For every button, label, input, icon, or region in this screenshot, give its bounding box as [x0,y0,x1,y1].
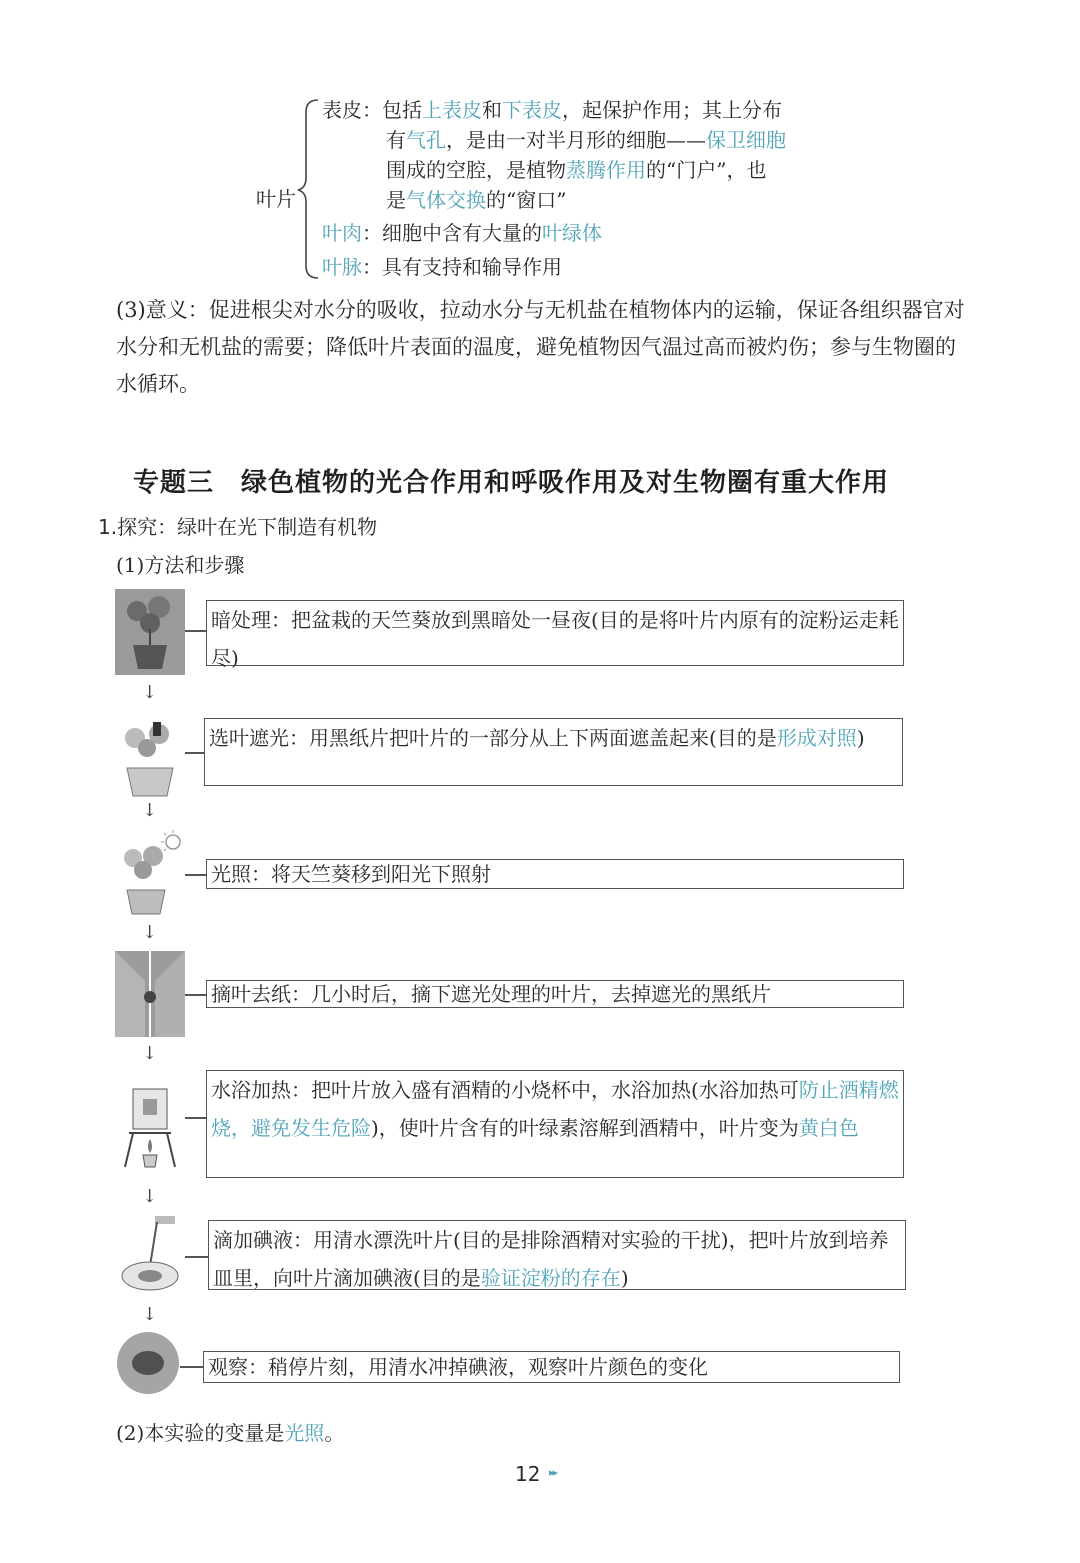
leaf-label: 叶片 [256,187,296,211]
variable-line: (2)本实验的变量是光照。 [116,1421,345,1445]
significance-paragraph: (3)意义：促进根尖对水分的吸收，拉动水分与无机盐在植物体内的运输，保证各组织器官对水分和无机盐的需要；降低叶片表面的温度，避免植物因气温过高而被灼伤；参与生物圈的水循环。 [116,298,965,396]
arrow-down-icon: ↓ [142,800,158,821]
section-title: 专题三 绿色植物的光合作用和呼吸作用及对生物圈有重大作用 [133,468,890,498]
mesophyll-line: 叶肉：细胞中含有大量的叶绿体 [322,221,602,245]
arrow-down-icon: ↓ [142,682,158,703]
step-dark-treatment: 暗处理：把盆栽的天竺葵放到黑暗处一昼夜(目的是将叶片内原有的淀粉运走耗尽) [206,600,904,666]
iodine-image [115,1214,185,1300]
arrow-down-icon: ↓ [142,1304,158,1325]
page-arrows-icon: ▸▸ [549,1466,557,1479]
step-observe: 观察：稍停片刻，用清水冲掉碘液，观察叶片颜色的变化 [203,1351,900,1383]
arrow-down-icon: ↓ [142,922,158,943]
vein-line: 叶脉：具有支持和输导作用 [322,255,562,279]
step-cover-leaf: 选叶遮光：用黑纸片把叶片的一部分从上下两面遮盖起来(目的是形成对照) [204,718,903,786]
brace-icon [294,98,324,280]
method-heading: (1)方法和步骤 [116,553,245,577]
step-iodine: 滴加碘液：用清水漂洗叶片(目的是排除酒精对实验的干扰)，把叶片放到培养皿里，向叶片滴加碘液(目的是验证淀粉的存在) [208,1220,906,1290]
dark-treatment-image [115,589,185,675]
epidermis-line-1: 表皮：包括上表皮和下表皮，起保护作用；其上分布 [322,98,782,122]
epidermis-line-4: 是气体交换的“窗口” [386,188,567,212]
arrow-down-icon: ↓ [142,1043,158,1064]
step-water-bath: 水浴加热：把叶片放入盛有酒精的小烧杯中，水浴加热(水浴加热可防止酒精燃烧，避免发生危险)，使叶片含有的叶绿素溶解到酒精中，叶片变为黄白色 [206,1070,904,1178]
step-pick-leaf: 摘叶去纸：几小时后，摘下遮光处理的叶片，去掉遮光的黑纸片 [206,980,904,1008]
page-number: 12 [515,1462,541,1486]
epidermis-line-3: 围成的空腔，是植物蒸腾作用的“门户”，也 [386,158,767,182]
arrow-down-icon: ↓ [142,1186,158,1207]
observe-image [115,1330,185,1396]
step-sunlight: 光照：将天竺葵移到阳光下照射 [206,859,904,889]
experiment-heading: 1.探究：绿叶在光下制造有机物 [98,515,378,539]
cover-leaf-image [115,712,185,798]
pick-leaf-image [115,951,185,1037]
water-bath-image [115,1077,185,1172]
sunlight-image [115,830,185,916]
epidermis-line-2: 有气孔，是由一对半月形的细胞——保卫细胞 [386,128,786,152]
